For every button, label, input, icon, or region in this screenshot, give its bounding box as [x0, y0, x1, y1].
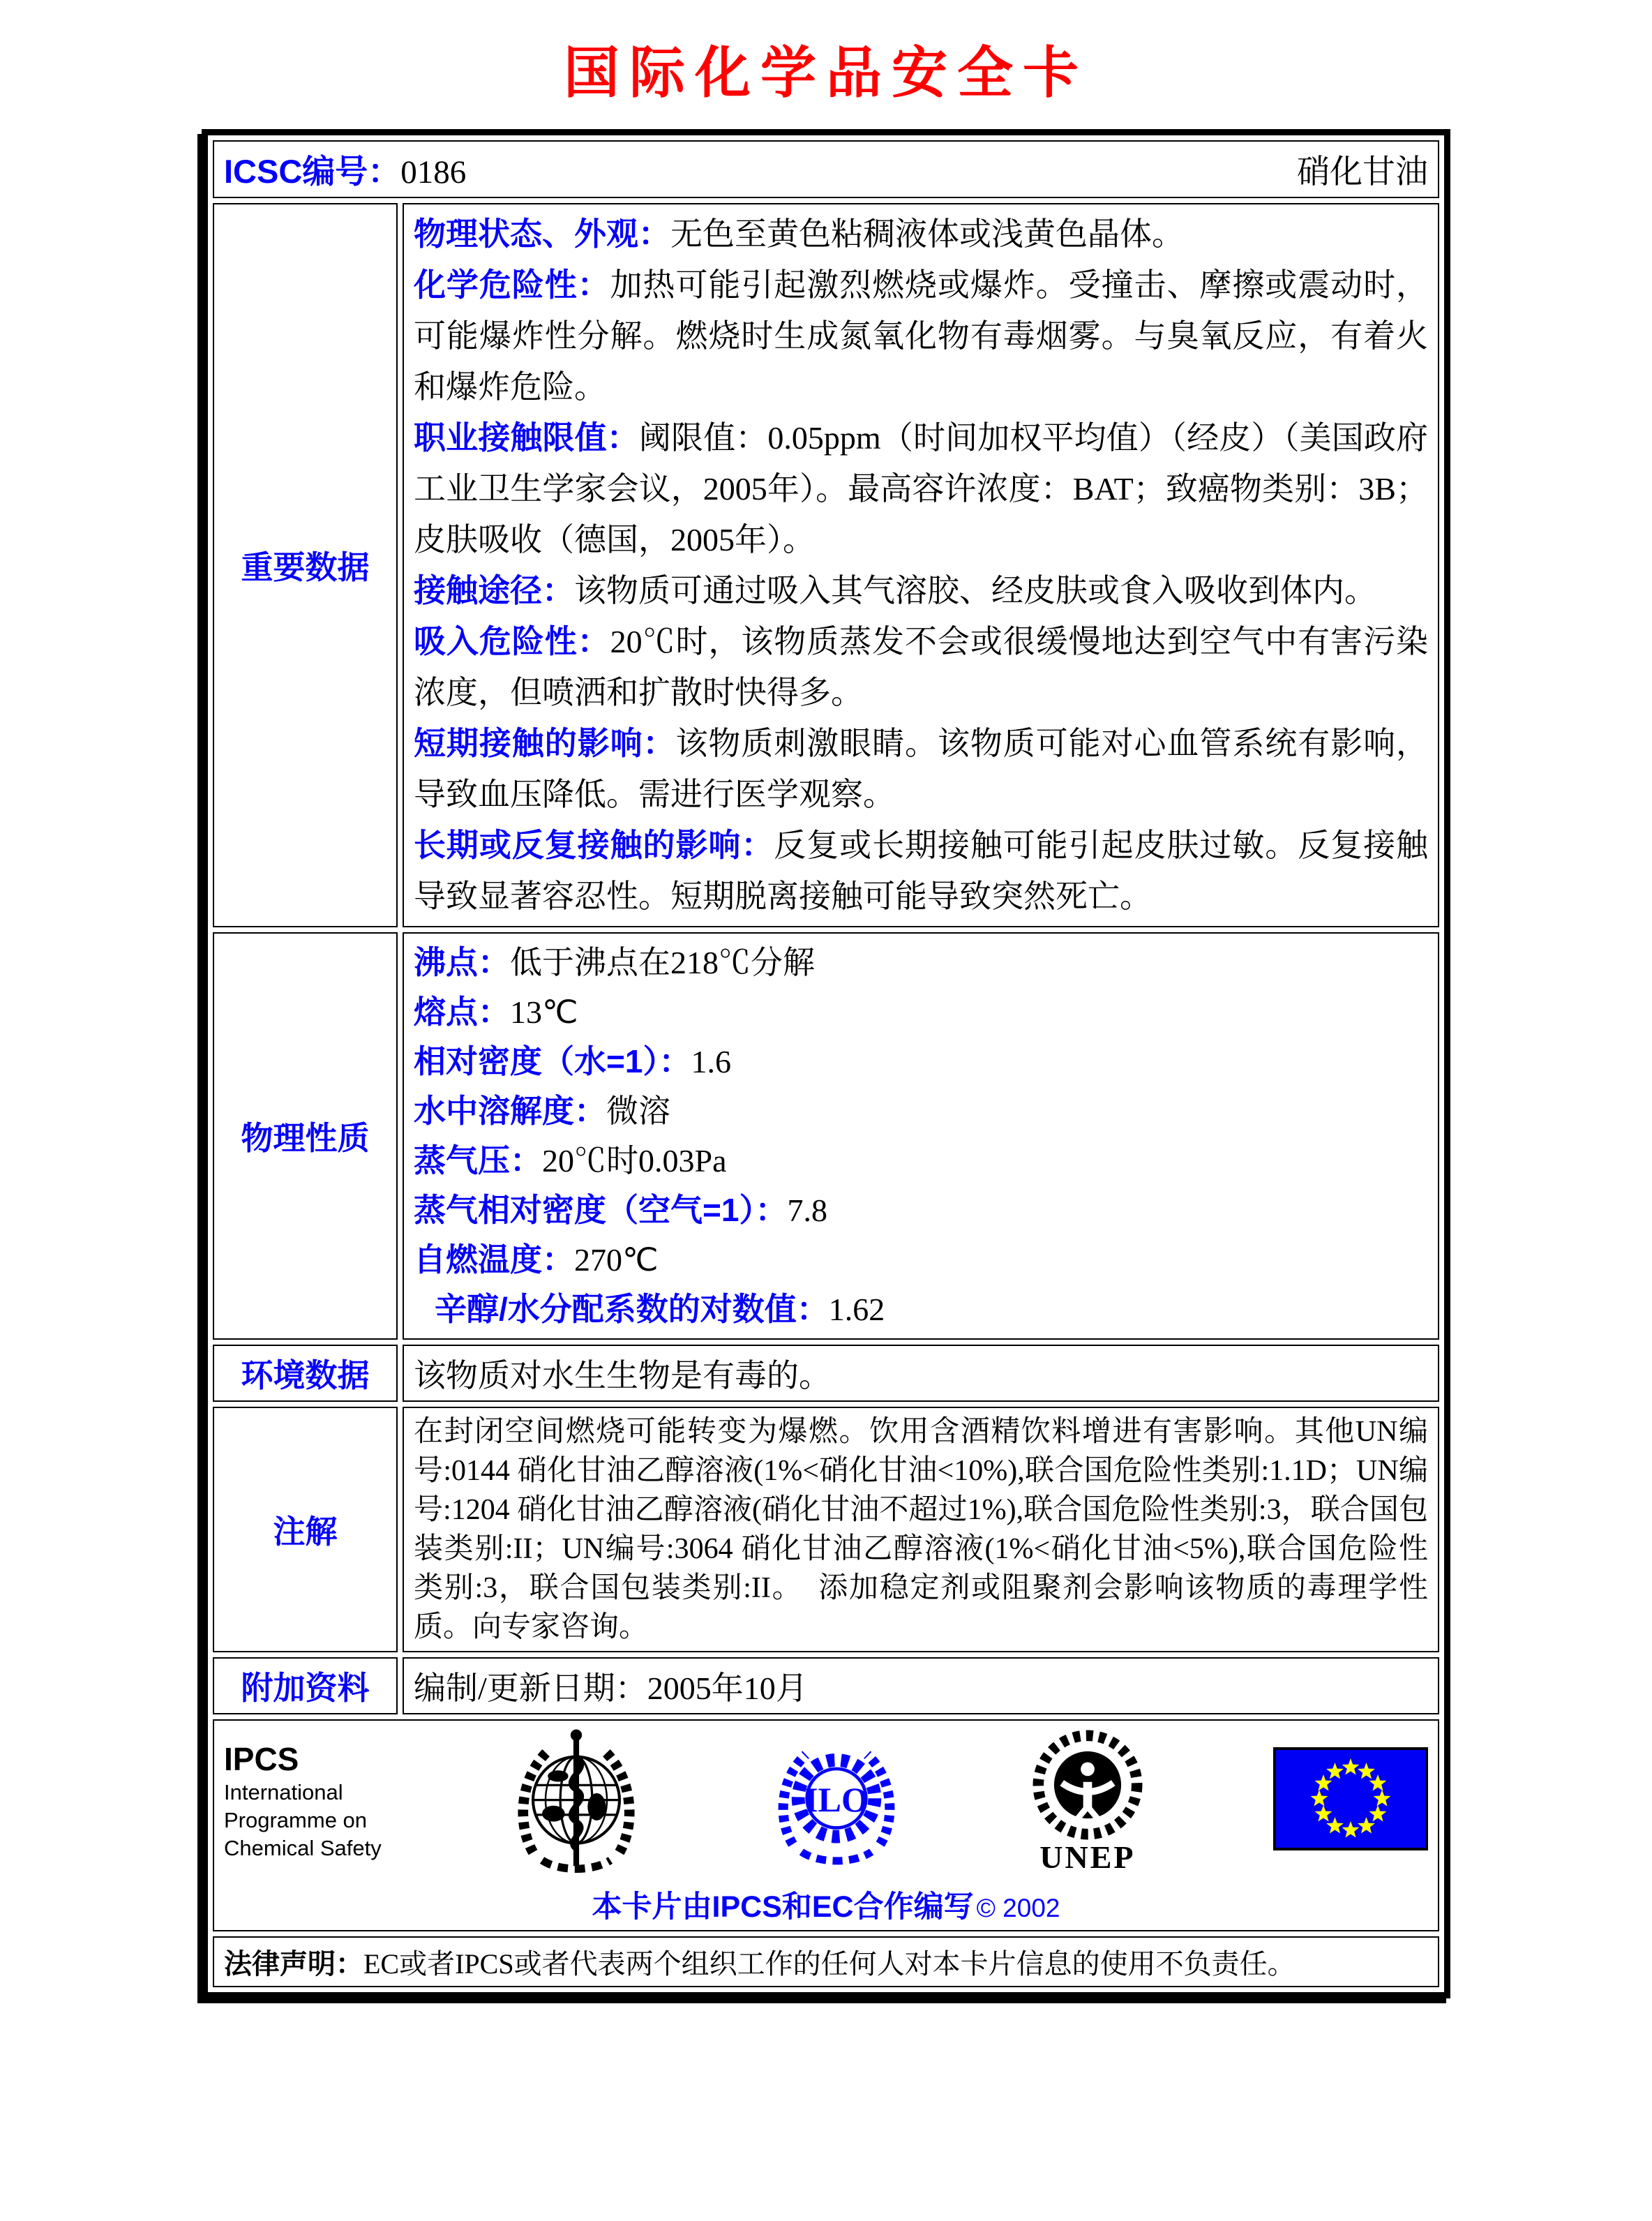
data-paragraph [414, 412, 1428, 565]
ipcs-acronym: IPCS [224, 1740, 299, 1777]
property-value: 1.6 [691, 1044, 731, 1079]
additional-info-row [213, 1657, 1439, 1714]
unep-wordmark: UNEP [1039, 1839, 1136, 1875]
section-label-text: 附加资料 [241, 1670, 370, 1706]
ipcs-text-block [224, 1740, 382, 1862]
page-title: 国际化学品安全卡 [564, 42, 1088, 104]
property-value: 低于沸点在218℃分解 [510, 945, 815, 980]
ilo-letters: ILO [804, 1779, 869, 1819]
field-label: 职业接触限值： [414, 419, 639, 456]
ipcs-line: Programme on [224, 1807, 368, 1832]
property-label: 熔点： [414, 994, 510, 1030]
environmental-data-content: 该物质对水生生物是有毒的。 [403, 1345, 1439, 1402]
section-label-text: 环境数据 [241, 1357, 370, 1393]
property-line [414, 938, 1428, 987]
legal-text: EC或者IPCS或者代表两个组织工作的任何人对本卡片信息的使用不负责任。 [363, 1948, 1296, 1980]
property-value: 7.8 [787, 1192, 827, 1228]
important-data-row [213, 203, 1439, 927]
property-value: 270℃ [574, 1242, 659, 1278]
section-label-environmental-data [213, 1345, 398, 1402]
property-line [414, 1235, 1428, 1285]
who-logo-icon [508, 1725, 645, 1876]
header-cell [213, 140, 1439, 198]
section-label-important-data [213, 203, 398, 927]
field-value: 反复或长期接触可能引起皮肤过敏。反复接触导致显著容忍性。短期脱离接触可能导致突然死亡。 [414, 828, 1429, 914]
property-value: 微溶 [606, 1093, 670, 1129]
icsc-number-label: ICSC编号： [224, 153, 401, 190]
property-line [414, 1285, 1428, 1334]
field-label: 吸入危险性： [414, 623, 610, 659]
property-line [414, 1186, 1428, 1235]
logos-cell [213, 1719, 1439, 1931]
property-label: 蒸气相对密度（空气=1）： [414, 1192, 788, 1228]
field-value: 20℃时，该物质蒸发不会或很缓慢地达到空气中有害污染浓度，但喷洒和扩散时快得多。 [414, 624, 1429, 710]
notes-text: 在封闭空间燃烧可能转变为爆燃。饮用含酒精饮料增进有害影响。其他UN编号:0144 硝化甘油乙醇溶液(1%<硝化甘油<10%),联合国危险性类别:1.1D；UN编号:1204 硝化甘油乙醇溶液(硝化甘油不超过1%),联合国危险性类别:3，联合国包装类别:II；UN编号:3064 硝化甘油乙醇溶液(1%<硝化甘油<5%),联合国危险性类别:3，联合国包装类别:II。 添加稳定剂或阻聚剂会影响该物质的毒理学性质。向专家咨询。 [414, 1416, 1428, 1643]
eu-flag-icon [1273, 1747, 1428, 1854]
physical-properties-row [213, 932, 1439, 1340]
chemical-name: 硝化甘油 [1297, 154, 1428, 190]
property-label: 自燃温度： [414, 1241, 574, 1278]
property-label: 蒸气压： [414, 1142, 542, 1179]
property-value: 20℃时0.03Pa [542, 1143, 727, 1179]
environmental-data-row [213, 1345, 1439, 1402]
field-value: 无色至黄色粘稠液体或浅黄色晶体。 [670, 216, 1184, 252]
data-paragraph [414, 820, 1428, 922]
property-label: 相对密度（水=1）： [414, 1043, 691, 1079]
field-label: 短期接触的影响： [414, 725, 676, 761]
property-label: 沸点： [414, 944, 510, 980]
legal-cell [213, 1936, 1439, 1987]
field-value: 该物质刺激眼睛。该物质可能对心血管系统有影响，导致血压降低。需进行医学观察。 [414, 726, 1429, 812]
property-label: 辛醇/水分配系数的对数值： [435, 1291, 829, 1327]
field-label: 化学危险性： [414, 267, 610, 303]
ipcs-line: International [224, 1779, 343, 1804]
important-data-content [403, 203, 1439, 927]
data-paragraph [414, 616, 1428, 718]
caption-text: 本卡片由IPCS和EC合作编写 [592, 1890, 974, 1924]
property-line [414, 1086, 1428, 1136]
legal-row [213, 1936, 1439, 1987]
notes-row [213, 1407, 1439, 1652]
unep-logo-icon [1028, 1728, 1147, 1874]
ipcs-line: Chemical Safety [224, 1835, 382, 1860]
data-paragraph [414, 209, 1428, 260]
logos-strip [224, 1725, 1428, 1876]
additional-info-content: 编制/更新日期：2005年10月 [403, 1657, 1439, 1714]
field-label: 长期或反复接触的影响： [414, 827, 774, 863]
header-row [213, 140, 1439, 198]
property-value: 13℃ [510, 994, 578, 1030]
section-label-text: 重要数据 [241, 549, 370, 585]
cooperation-caption [224, 1883, 1428, 1926]
field-value: 阈限值：0.05ppm（时间加权平均值）（经皮）（美国政府工业卫生学家会议，2005年）。最高容许浓度：BAT；致癌物类别：3B；皮肤吸收（德国，2005年）。 [414, 420, 1429, 558]
section-label-additional-info [213, 1657, 398, 1714]
ilo-logo-icon [771, 1730, 902, 1871]
field-label: 接触途径： [414, 572, 574, 608]
physical-properties-content [403, 932, 1439, 1340]
icsc-number-value: 0186 [400, 154, 467, 190]
logos-row [213, 1719, 1439, 1931]
property-line [414, 987, 1428, 1037]
field-label: 物理状态、外观： [414, 216, 670, 252]
icsc-card [202, 129, 1450, 1998]
data-paragraph [414, 718, 1428, 820]
icsc-table [208, 135, 1444, 1992]
data-paragraph [414, 565, 1428, 616]
property-line [414, 1136, 1428, 1186]
data-paragraph [414, 260, 1428, 412]
field-value: 加热可能引起激烈燃烧或爆炸。受撞击、摩擦或震动时，可能爆炸性分解。燃烧时生成氮氧化物有毒烟雾。与臭氧反应，有着火和爆炸危险。 [414, 267, 1429, 405]
property-label: 水中溶解度： [414, 1093, 606, 1129]
legal-label: 法律声明： [224, 1949, 363, 1980]
property-line [414, 1037, 1428, 1086]
field-value: 该物质可通过吸入其气溶胶、经皮肤或食入吸收到体内。 [574, 573, 1376, 608]
notes-content [403, 1407, 1439, 1652]
section-label-physical-properties [213, 932, 398, 1340]
section-label-text: 物理性质 [241, 1120, 370, 1156]
copyright-text: © 2002 [976, 1894, 1060, 1922]
section-label-text: 注解 [273, 1513, 338, 1550]
property-value: 1.62 [828, 1292, 885, 1327]
section-label-notes [213, 1407, 398, 1652]
